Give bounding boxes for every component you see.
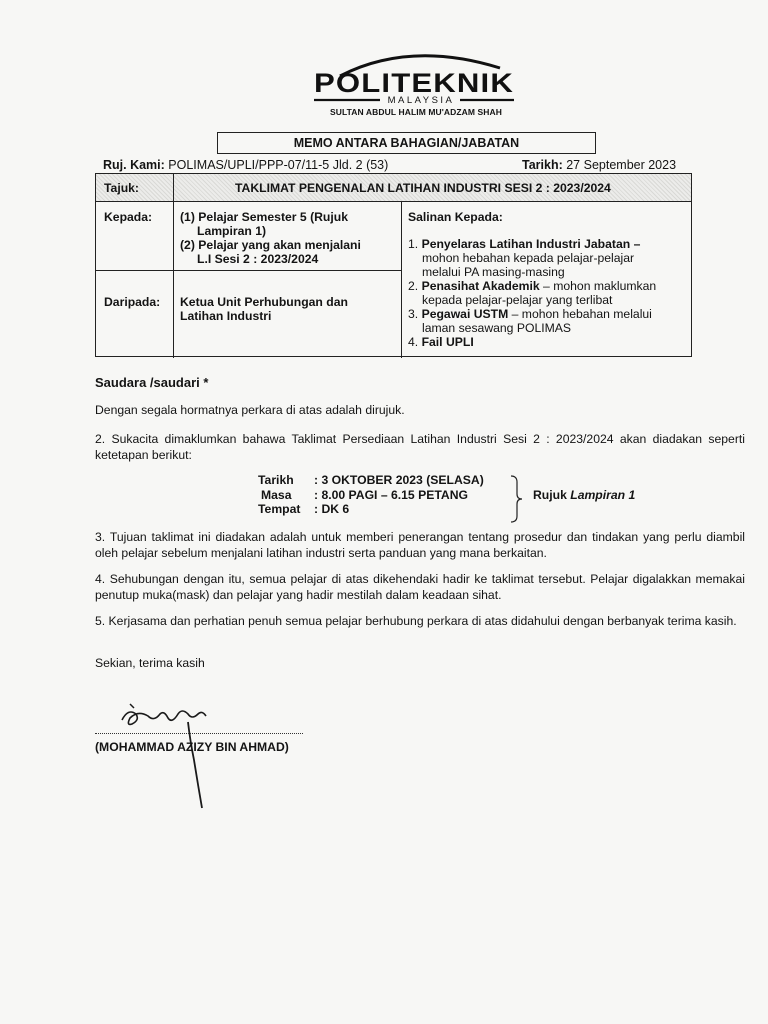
- to-item: L.I Sesi 2 : 2023/2024: [197, 252, 319, 266]
- cc-item: 3. Pegawai USTM – mohon hebahan melalui: [408, 307, 652, 321]
- to-item: (1) Pelajar Semester 5 (Rujuk: [180, 210, 348, 224]
- to-item: Lampiran 1): [197, 224, 267, 238]
- paragraph-5: 5. Kerjasama dan perhatian penuh semua pelajar berhubung perkara di atas didahului dengan berbanyak terima kasih.: [95, 614, 737, 628]
- paragraph-3: 3. Tujuan taklimat ini diadakan adalah untuk memberi penerangan tentang prosedur dan tindakan yang perlu diambil oleh pelajar sebelum menjalani latihan industri serta panduan yang mana berkaitan.: [95, 530, 745, 560]
- handwritten-signature: [110, 700, 230, 815]
- table-divider-row: [96, 270, 402, 271]
- schedule-venue-label: Tempat: [258, 502, 301, 516]
- salutation: Saudara /saudari *: [95, 375, 209, 390]
- memo-header-table: [95, 173, 692, 357]
- from-label: Daripada:: [104, 295, 161, 309]
- closing-line: Sekian, terima kasih: [95, 656, 205, 670]
- subject-value: TAKLIMAT PENGENALAN LATIHAN INDUSTRI SESI 2 : 2023/2024: [235, 181, 611, 195]
- memo-title: MEMO ANTARA BAHAGIAN/JABATAN: [217, 132, 596, 154]
- subject-label: Tajuk:: [104, 181, 139, 195]
- signature-line: [95, 733, 303, 734]
- reference-line: [103, 158, 388, 172]
- from-line: Ketua Unit Perhubungan dan: [180, 295, 348, 309]
- cc-item: 4. Fail UPLI: [408, 335, 474, 349]
- table-divider-mid: [401, 202, 402, 358]
- schedule-reference: Rujuk Lampiran 1: [533, 488, 636, 502]
- cc-item: mohon hebahan kepada pelajar-pelajar: [422, 251, 635, 265]
- date-label: Tarikh:: [522, 158, 563, 172]
- paragraph-4: 4. Sehubungan dengan itu, semua pelajar di atas dikehendaki hadir ke taklimat tersebut. Pelajar digalakkan memakai penutup muka(mask) dan pelajar yang hadir mestilah dalam keadaan sihat.: [95, 572, 745, 602]
- schedule-time-value: : 8.00 PAGI – 6.15 PETANG: [314, 488, 468, 502]
- table-divider-left: [173, 174, 174, 358]
- to-item: (2) Pelajar yang akan menjalani: [180, 238, 361, 252]
- to-label: Kepada:: [104, 210, 153, 224]
- schedule-venue-value: : DK 6: [314, 502, 350, 516]
- institution-name: SULTAN ABDUL HALIM MU'ADZAM SHAH: [329, 107, 503, 117]
- cc-item: kepada pelajar-pelajar yang terlibat: [422, 293, 613, 307]
- cc-item: 1. Penyelaras Latihan Industri Jabatan –: [408, 237, 641, 251]
- ref-value: POLIMAS/UPLI/PPP-07/11-5 Jld. 2 (53): [168, 158, 389, 172]
- from-line: Latihan Industri: [180, 309, 272, 323]
- schedule-time-label: Masa: [261, 488, 292, 502]
- cc-label: Salinan Kepada:: [408, 210, 503, 224]
- logo-subtext: MALAYSIA: [387, 95, 455, 106]
- ref-label: Ruj. Kami:: [103, 158, 165, 172]
- date-value: 27 September 2023: [566, 158, 677, 172]
- cc-item: laman sesawang POLIMAS: [422, 321, 572, 335]
- curly-brace-icon: [510, 475, 524, 523]
- cc-item: 2. Penasihat Akademik – mohon maklumkan: [408, 279, 657, 293]
- paragraph-1: Dengan segala hormatnya perkara di atas adalah dirujuk.: [95, 403, 405, 417]
- signer-name: (MOHAMMAD AZIZY BIN AHMAD): [95, 740, 289, 754]
- paragraph-2: 2. Sukacita dimaklumkan bahawa Taklimat Persediaan Latihan Industri Sesi 2 : 2023/2024 akan diadakan seperti ketetapan berikut:: [95, 432, 745, 462]
- cc-item: melalui PA masing-masing: [422, 265, 565, 279]
- schedule-date-value: : 3 OKTOBER 2023 (SELASA): [314, 473, 484, 487]
- politeknik-logo: [300, 46, 530, 114]
- schedule-date-label: Tarikh: [258, 473, 294, 487]
- date-line: [522, 158, 676, 172]
- logo-wordmark: POLITEKNIK: [314, 68, 514, 98]
